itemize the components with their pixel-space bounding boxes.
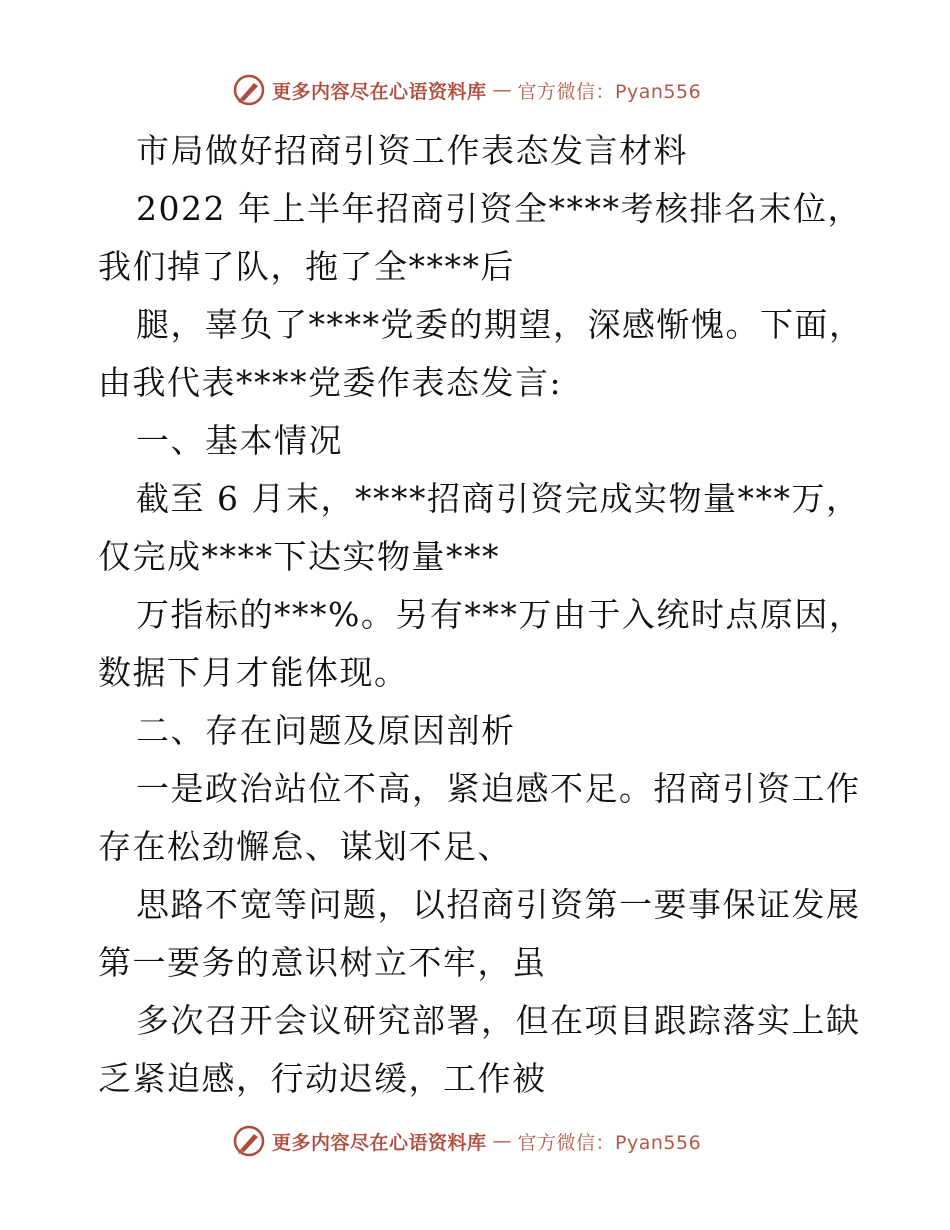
watermark-contact-text: 官方微信：Pyan556: [517, 1131, 702, 1154]
pen-logo-icon: [232, 1124, 266, 1158]
section-heading-basic: 一、基本情况: [136, 421, 343, 460]
section-heading-problems: 二、存在问题及原因剖析: [136, 711, 516, 750]
paragraph-line: 腿，辜负了****党委的期望，深感惭愧。下面，: [136, 305, 864, 344]
pen-logo-icon: [232, 73, 266, 107]
paragraph-line: 乏紧迫感，行动迟缓，工作被: [98, 1059, 547, 1098]
watermark-separator: —: [492, 1130, 512, 1152]
paragraph-line: 一是政治站位不高，紧迫感不足。招商引资工作: [136, 769, 861, 808]
paragraph-line: 多次召开会议研究部署，但在项目跟踪落实上缺: [136, 1001, 861, 1040]
paragraph-line: 由我代表****党委作表态发言:: [98, 363, 563, 402]
watermark-site-text: 更多内容尽在心语资料库: [272, 80, 487, 103]
watermark-contact-text: 官方微信：Pyan556: [517, 80, 702, 103]
paragraph-line: 思路不宽等问题，以招商引资第一要事保证发展: [136, 885, 861, 924]
paragraph-line: 数据下月才能体现。: [98, 653, 409, 692]
paragraph-line: 我们掉了队，拖了全****后: [98, 247, 515, 286]
document-title: 市局做好招商引资工作表态发言材料: [136, 131, 688, 170]
paragraph-line: 第一要务的意识树立不牢，虽: [98, 943, 547, 982]
paragraph-line: 仅完成****下达实物量***: [98, 537, 500, 576]
paragraph-line: 存在松劲懈怠、谋划不足、: [98, 827, 512, 866]
watermark-separator: —: [492, 79, 512, 101]
watermark-site-text: 更多内容尽在心语资料库: [272, 1131, 487, 1154]
paragraph-line: 2022 年上半年招商引资全****考核排名末位，: [136, 189, 862, 228]
paragraph-line: 万指标的***%。另有***万由于入统时点原因，: [136, 595, 864, 634]
document-body: [98, 122, 864, 1108]
watermark-footer: [232, 1123, 701, 1159]
paragraph-line: 截至 6 月末，****招商引资完成实物量***万，: [136, 479, 861, 518]
watermark-header: [232, 72, 701, 108]
